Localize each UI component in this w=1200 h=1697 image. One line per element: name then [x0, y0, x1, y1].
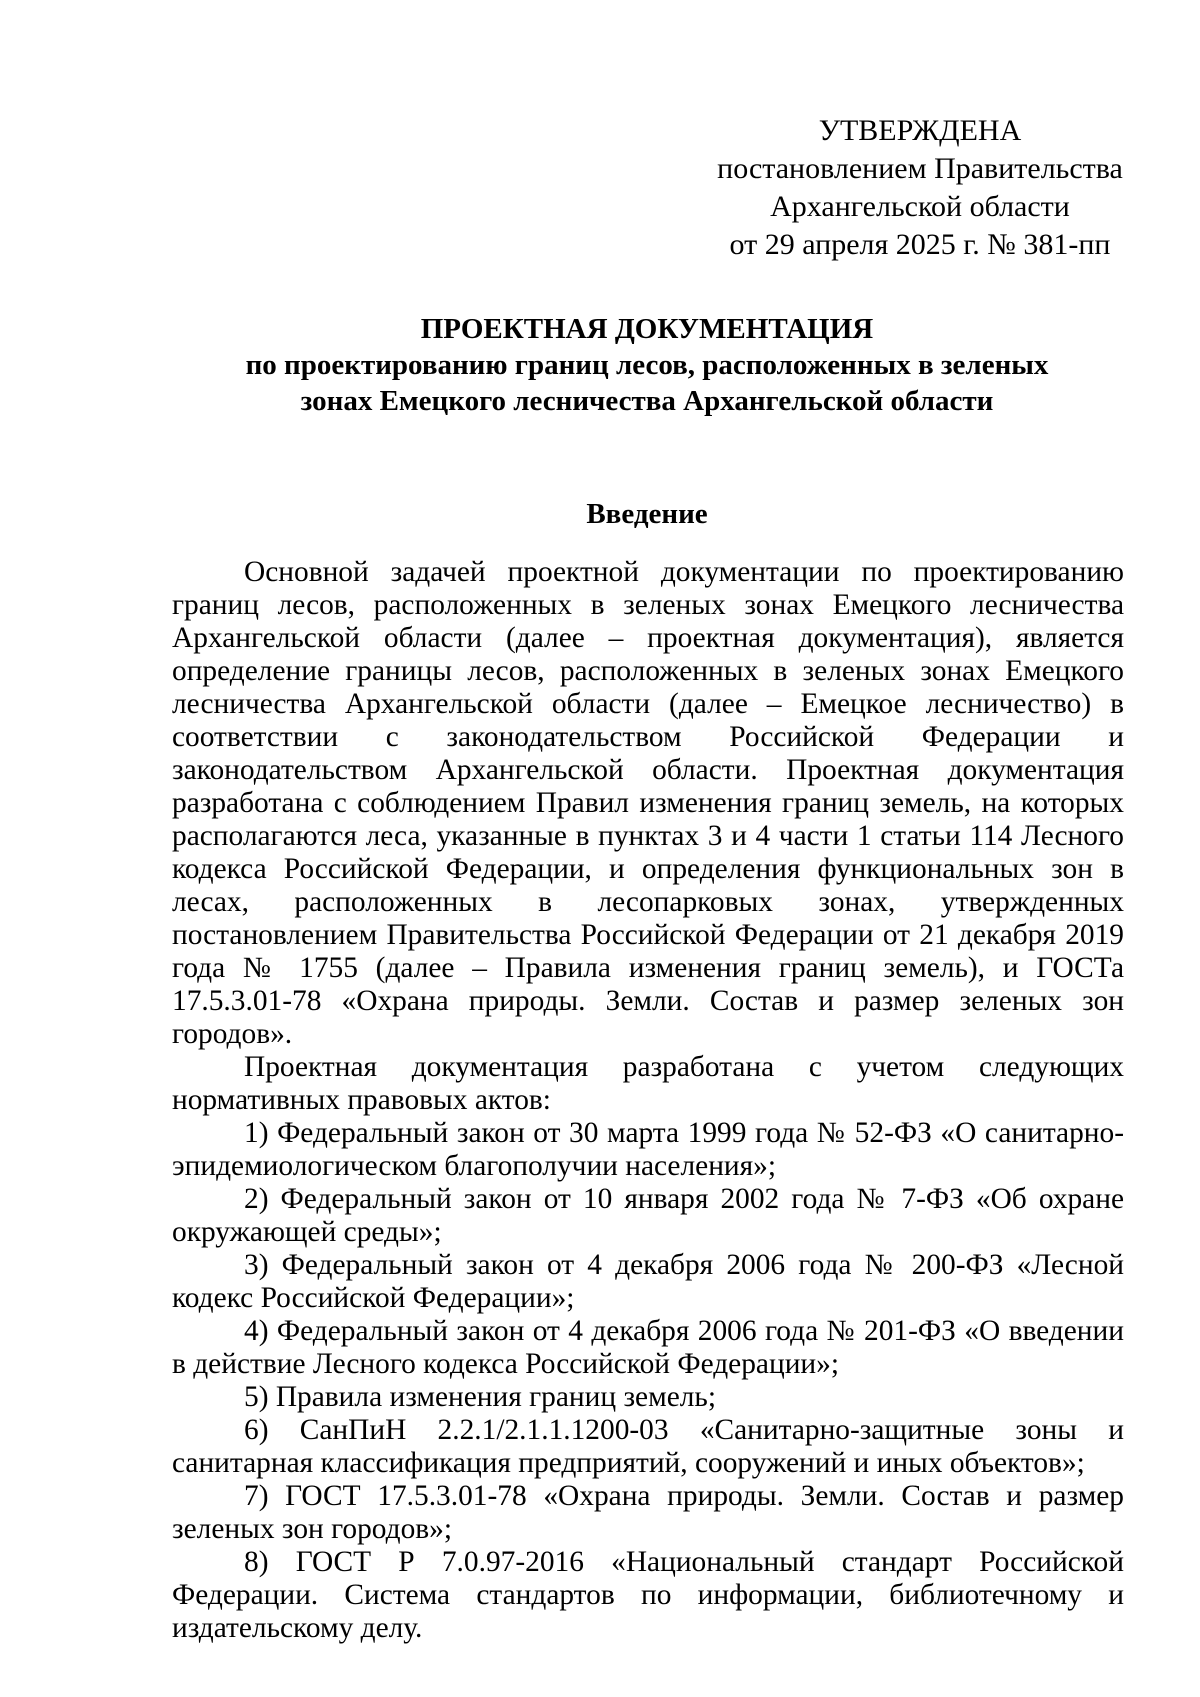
act-item-7: 7) ГОСТ 17.5.3.01-78 «Охрана природы. Земли. Состав и размер зеленых зон городов»;: [172, 1480, 1124, 1545]
approval-stamp: [700, 112, 1140, 264]
approval-authority: постановлением Правительства: [717, 152, 1123, 185]
act-item-1: 1) Федеральный закон от 30 марта 1999 года № 52-ФЗ «О санитарно-эпидемиологическом благополучии населения»;: [172, 1117, 1124, 1182]
section-heading: Введение: [586, 498, 708, 530]
act-item-3: 3) Федеральный закон от 4 декабря 2006 года № 200-ФЗ «Лесной кодекс Российской Федерации»;: [172, 1249, 1124, 1314]
title-line-3: зонах Емецкого лесничества Архангельской области: [300, 385, 994, 417]
intro-paragraph: Основной задачей проектной документации по проектированию границ лесов, расположенных в зеленых зонах Емецкого лесничества Архангельской области (далее – проектная документация), является определение границы лесов, расположенных в зеленых зонах Емецкого лесничества Архангельской области (далее – Емецкое лесничество) в соответствии с законодательством Российской Федерации и законодательством Архангельской области. Проектная документация разработана с соблюдением Правил изменения границ земель, на которых располагаются леса, указанные в пунктах 3 и 4 части 1 статьи 114 Лесного кодекса Российской Федерации, и определения функциональных зон в лесах, расположенных в лесопарковых зонах, утвержденных постановлением Правительства Российской Федерации от 21 декабря 2019 года № 1755 (далее – Правила изменения границ земель), и ГОСТа 17.5.3.01-78 «Охрана природы. Земли. Состав и размер зеленых зон городов».: [172, 556, 1124, 1050]
document-title: [150, 311, 1144, 419]
title-line-2: по проектированию границ лесов, расположенных в зеленых: [245, 349, 1049, 381]
act-item-4: 4) Федеральный закон от 4 декабря 2006 года № 201-ФЗ «О введении в действие Лесного кодекса Российской Федерации»;: [172, 1315, 1124, 1380]
document-body: [172, 556, 1124, 1645]
act-item-6: 6) СанПиН 2.2.1/2.1.1.1200-03 «Санитарно-защитные зоны и санитарная классификация предприятий, сооружений и иных объектов»;: [172, 1414, 1124, 1479]
approval-status: УТВЕРЖДЕНА: [818, 114, 1022, 147]
act-item-8: 8) ГОСТ Р 7.0.97-2016 «Национальный стандарт Российской Федерации. Система стандартов по информации, библиотечному и издательскому делу.: [172, 1546, 1124, 1644]
act-item-2: 2) Федеральный закон от 10 января 2002 года № 7-ФЗ «Об охране окружающей среды»;: [172, 1183, 1124, 1248]
title-line-1: ПРОЕКТНАЯ ДОКУМЕНТАЦИЯ: [420, 313, 874, 345]
acts-intro-paragraph: Проектная документация разработана с учетом следующих нормативных правовых актов:: [172, 1051, 1124, 1116]
act-item-5: 5) Правила изменения границ земель;: [244, 1381, 716, 1413]
approval-date-number: от 29 апреля 2025 г. № 381-пп: [729, 228, 1111, 261]
approval-region: Архангельской области: [770, 190, 1070, 223]
